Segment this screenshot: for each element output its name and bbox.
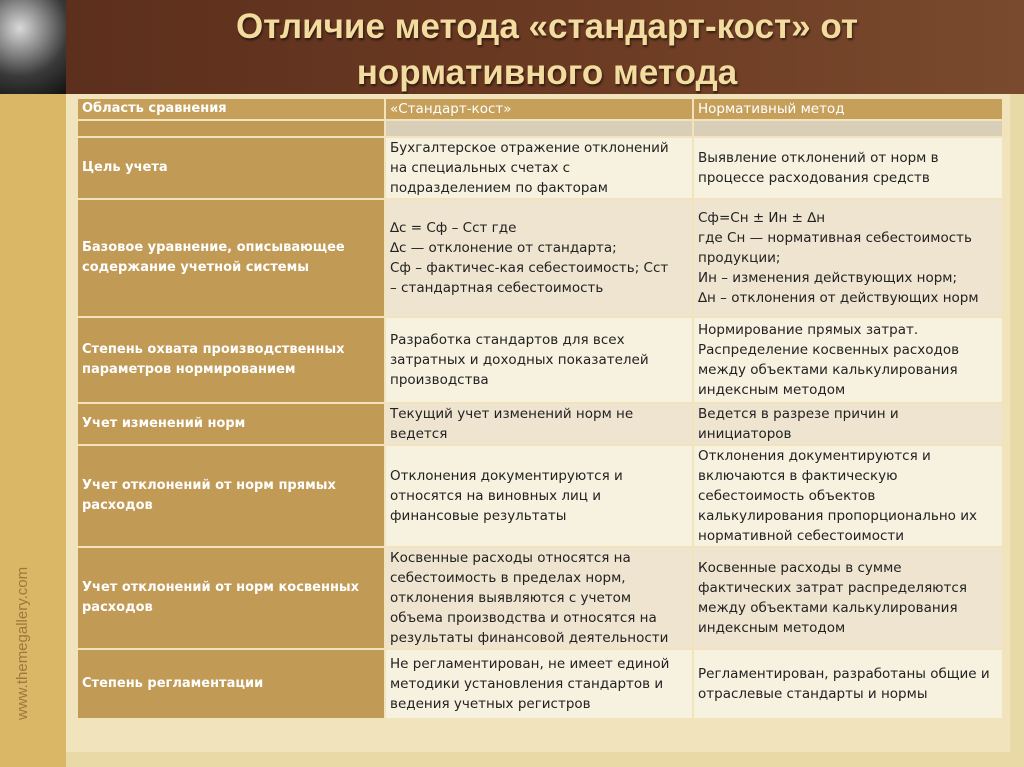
cell-line: где Сн — нормативная себестоимость (698, 230, 972, 246)
cell-line: Сф – фактичес-кая себестоимость; Сст (390, 260, 669, 276)
cell-line: ∆с — отклонение от стандарта; (390, 240, 617, 256)
cell-line: подразделением по факторам (390, 180, 608, 196)
table-row (78, 446, 1002, 546)
cell-line: объема производства и относятся на (390, 610, 657, 626)
standard-cost-cell (386, 650, 692, 718)
cell-line: отклонения выявляются с учетом (390, 590, 632, 606)
table-row (78, 650, 1002, 718)
standard-cost-cell (386, 318, 692, 402)
cell-line: продукции; (698, 250, 781, 266)
cell-line: индексным методом (698, 382, 846, 398)
left-band (0, 94, 66, 767)
row-area-label: Базовое уравнение, описывающее содержание учетной системы (78, 200, 384, 316)
spacer-cell (78, 121, 384, 136)
table-row (78, 404, 1002, 444)
cell-line: Косвенные расходы в сумме (698, 560, 902, 576)
cell-line: результаты финансовой деятельности (390, 630, 669, 646)
cell-line: на специальных счетах с (390, 160, 571, 176)
normative-method-cell (694, 138, 1002, 198)
cell-line: Косвенные расходы относятся на (390, 550, 631, 566)
row-area-label: Учет отклонений от норм прямых расходов (78, 446, 384, 546)
cell-line: ведется (390, 426, 448, 442)
normative-method-cell (694, 404, 1002, 444)
cell-line: включаются в фактическую (698, 468, 898, 484)
slide-title (70, 4, 1024, 96)
header-cell-normative: Нормативный метод (694, 99, 1002, 119)
cell-line: Регламентирован, разработаны общие и (698, 666, 990, 682)
cell-line: Сф=Сн ± Ин ± ∆н (698, 210, 826, 226)
cell-line: финансовые результаты (390, 508, 567, 524)
spacer-row (78, 121, 1002, 136)
cell-line: Распределение косвенных расходов (698, 342, 960, 358)
table-row (78, 200, 1002, 316)
normative-method-cell (694, 200, 1002, 316)
standard-cost-cell (386, 138, 692, 198)
cell-line: Отклонения документируются и (698, 448, 931, 464)
row-area-label: Цель учета (78, 138, 384, 198)
standard-cost-cell (386, 200, 692, 316)
cell-line: Отклонения документируются и (390, 468, 623, 484)
cell-line: относятся на виновных лиц и (390, 488, 602, 504)
normative-method-cell (694, 548, 1002, 648)
cell-line: Нормирование прямых затрат. (698, 322, 919, 338)
cell-line: ведения учетных регистров (390, 696, 591, 712)
cell-line: индексным методом (698, 620, 846, 636)
cell-line: Ведется в разрезе причин и (698, 406, 899, 422)
normative-method-cell (694, 318, 1002, 402)
row-area-label: Учет отклонений от норм косвенных расходов (78, 548, 384, 648)
cell-line: отраслевые стандарты и нормы (698, 686, 928, 702)
side-watermark: www.themegallery.com (14, 566, 31, 720)
row-area-label: Учет изменений норм (78, 404, 384, 444)
table-row (78, 138, 1002, 198)
title-line-1: Отличие метода «стандарт-кост» от (235, 7, 859, 46)
cell-line: между объектами калькулирования (698, 362, 958, 378)
row-area-label: Степень регламентации (78, 650, 384, 718)
table-row (78, 548, 1002, 648)
cell-line: Не регламентирован, не имеет единой (390, 656, 670, 672)
title-line-2: нормативного метода (356, 53, 738, 92)
cell-line: методики установления стандартов и (390, 676, 664, 692)
table-row (78, 318, 1002, 402)
cell-line: себестоимость в пределах норм, (390, 570, 626, 586)
header-cell-standard: «Стандарт-кост» (386, 99, 692, 119)
cell-line: Разработка стандартов для всех (390, 332, 625, 348)
normative-method-cell (694, 446, 1002, 546)
cell-line: Ин – изменения действующих норм; (698, 270, 958, 286)
cell-line: калькулирования пропорционально их (698, 508, 977, 524)
cell-line: фактических затрат распределяются (698, 580, 967, 596)
spacer-cell (694, 121, 1002, 136)
comparison-table (76, 97, 1004, 720)
cell-line: – стандартная себестоимость (390, 280, 604, 296)
cell-line: Выявление отклонений от норм в (698, 150, 939, 166)
normative-method-cell (694, 650, 1002, 718)
cell-line: ∆н – отклонения от действующих норм (698, 290, 979, 306)
header-cell-area: Область сравнения (78, 99, 384, 119)
corner-photo (0, 0, 66, 94)
cell-line: ∆с = Сф – Сст где (390, 220, 517, 236)
cell-line: между объектами калькулирования (698, 600, 958, 616)
standard-cost-cell (386, 548, 692, 648)
cell-line: процессе расходования средств (698, 170, 930, 186)
cell-line: себестоимость объектов (698, 488, 876, 504)
table-header-row (78, 99, 1002, 119)
cell-line: инициаторов (698, 426, 792, 442)
cell-line: производства (390, 372, 489, 388)
spacer-cell (386, 121, 692, 136)
row-area-label: Степень охвата производственных параметров нормированием (78, 318, 384, 402)
standard-cost-cell (386, 404, 692, 444)
cell-line: Текущий учет изменений норм не (390, 406, 634, 422)
standard-cost-cell (386, 446, 692, 546)
cell-line: Бухгалтерское отражение отклонений (390, 140, 669, 156)
cell-line: нормативной себестоимости (698, 528, 905, 544)
cell-line: затратных и доходных показателей (390, 352, 649, 368)
